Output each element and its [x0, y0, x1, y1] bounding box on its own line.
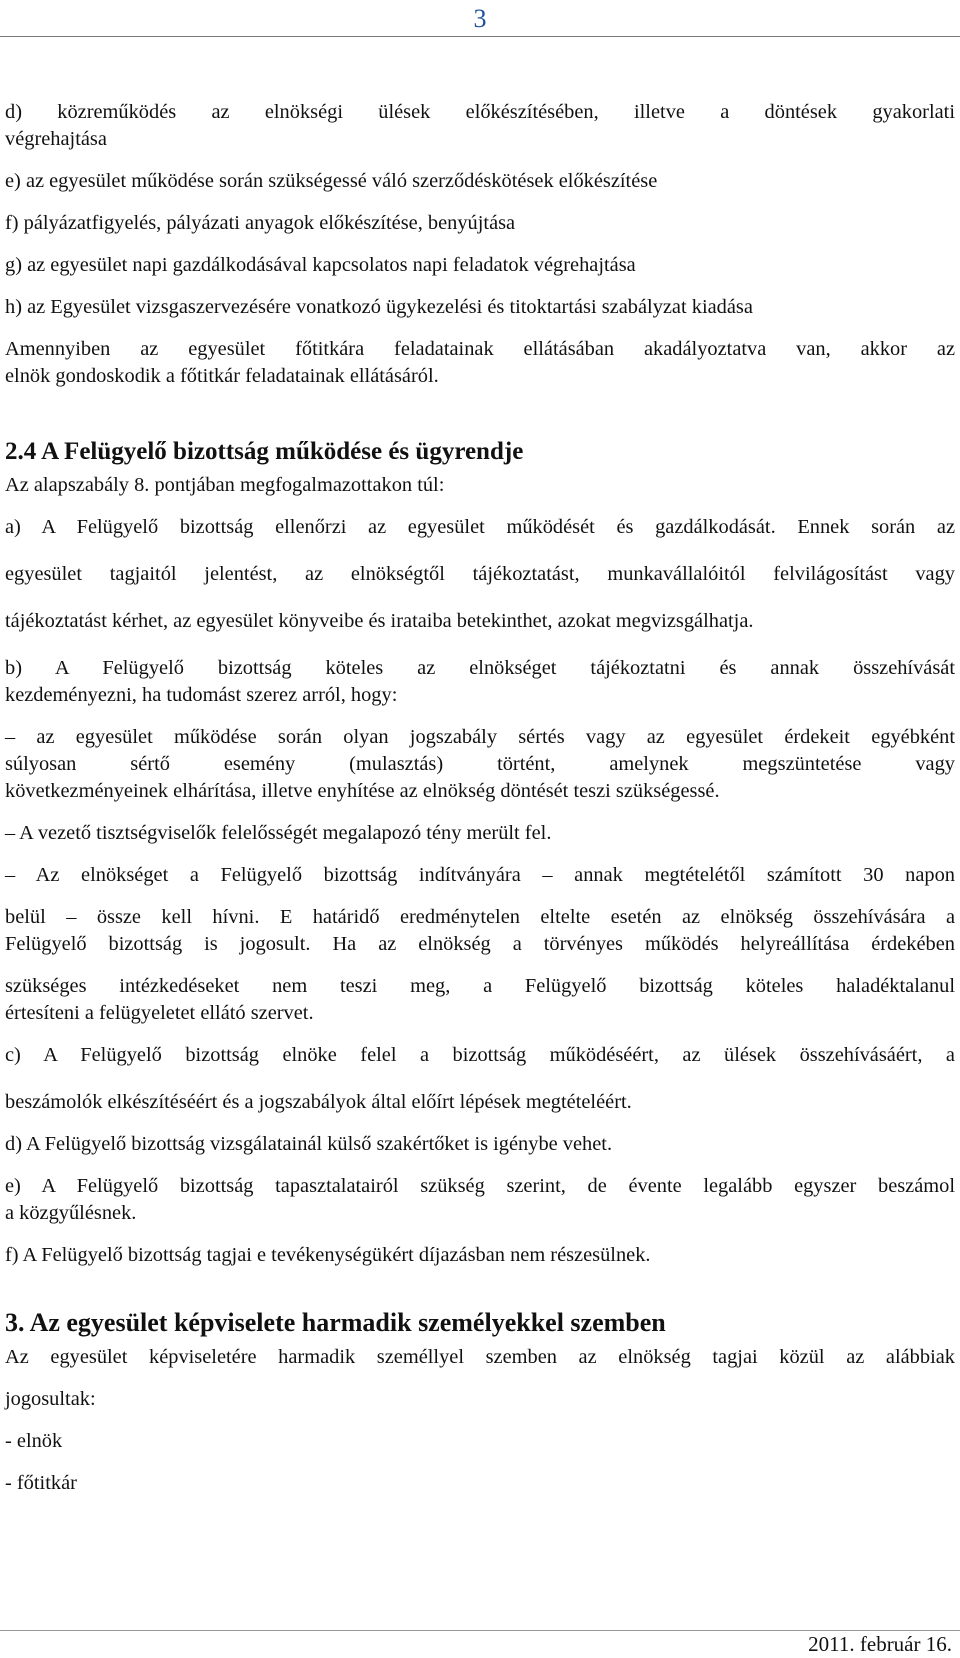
item-f-paragraph: f) A Felügyelő bizottság tagjai e tevékenységükért díjazásban nem részesülnek.: [5, 1244, 651, 1266]
footer-rule: [0, 1630, 960, 1631]
text-line: értesíteni a felügyeletet ellátó szervet.: [5, 1002, 314, 1024]
list-item-elnok: - elnök: [5, 1430, 63, 1452]
intro-paragraph: [5, 336, 955, 390]
section-heading-3: 3. Az egyesület képviselete harmadik személyekkel szemben: [5, 1308, 666, 1337]
footer-date: 2011. február 16.: [808, 1632, 952, 1656]
text-line: elnök gondoskodik a főtitkár feladatainak ellátásáról.: [5, 365, 439, 387]
text-line: beszámolók elkészítéséért és a jogszabályok által előírt lépések megtételéért.: [5, 1091, 632, 1113]
text-line: c) A Felügyelő bizottság elnöke felel a bizottság működéséért, az ülések összehívásáért, a: [5, 1044, 955, 1066]
text-line: Felügyelő bizottság is jogosult. Ha az elnökség a törvényes működés helyreállítása érdekében: [5, 933, 955, 955]
text-line: kezdeményezni, ha tudomást szerez arról, hogy:: [5, 684, 398, 706]
item-c-paragraph: [5, 1042, 955, 1116]
item-e-paragraph: [5, 1173, 955, 1227]
text-line: a) A Felügyelő bizottság ellenőrzi az egyesület működését és gazdálkodását. Ennek során az: [5, 516, 955, 538]
text-line: a közgyűlésnek.: [5, 1202, 137, 1224]
page-number: 3: [473, 4, 487, 33]
text-line: d) közreműködés az elnökségi ülések előkészítésében, illetve a döntések gyakorlati: [5, 101, 955, 123]
list-item-g: g) az egyesület napi gazdálkodásával kapcsolatos napi feladatok végrehajtása: [5, 254, 636, 276]
text-line: Az egyesület képviseletére harmadik személlyel szemben az elnökség tagjai közül az alábbiak: [5, 1346, 955, 1368]
text-line: súlyosan sértő esemény (mulasztás) történt, amelynek megszüntetése vagy: [5, 753, 955, 775]
text-line: Amennyiben az egyesület főtitkára feladatainak ellátásában akadályoztatva van, akkor az: [5, 338, 955, 360]
text-line: végrehajtása: [5, 128, 107, 150]
text-line: – Az elnökséget a Felügyelő bizottság indítványára – annak megtételétől számított 30 napon: [5, 864, 955, 886]
text-line: jogosultak:: [5, 1388, 96, 1410]
text-line: tájékoztatást kérhet, az egyesület könyveibe és irataiba betekinthet, azokat megvizsgálhatja.: [5, 610, 754, 632]
document-body: [5, 99, 955, 1497]
list-item-f: f) pályázatfigyelés, pályázati anyagok előkészítése, benyújtása: [5, 212, 516, 234]
list-item-h: h) az Egyesület vizsgaszervezésére vonatkozó ügykezelési és titoktartási szabályzat kiadása: [5, 296, 753, 318]
list-item-fotitkar: - főtitkár: [5, 1472, 77, 1494]
item-a-paragraph: [5, 514, 955, 635]
text-line: következményeinek elhárítása, illetve enyhítése az elnökség döntését teszi szükségessé.: [5, 780, 720, 802]
representation-paragraph: [5, 1344, 955, 1413]
text-line: szükséges intézkedéseket nem teszi meg, a Felügyelő bizottság köteles haladéktalanul: [5, 975, 955, 997]
text-line: e) A Felügyelő bizottság tapasztalatairól szükség szerint, de évente legalább egyszer beszámol: [5, 1175, 955, 1197]
text-line: belül – össze kell hívni. E határidő eredménytelen eltelte esetén az elnökség összehívására a: [5, 906, 955, 928]
dash-item-2: – A vezető tisztségviselők felelősségét megalapozó tény merült fel.: [5, 822, 552, 844]
list-item-e: e) az egyesület működése során szükségessé váló szerződéskötések előkészítése: [5, 170, 658, 192]
text-line: – az egyesület működése során olyan jogszabály sértés vagy az egyesület érdekeit egyébként: [5, 726, 955, 748]
section-heading-2-4: 2.4 A Felügyelő bizottság működése és ügyrendje: [5, 438, 524, 465]
list-item-d: [5, 99, 955, 153]
item-b-paragraph: [5, 655, 955, 709]
paragraph: Az alapszabály 8. pontjában megfogalmazottakon túl:: [5, 474, 445, 496]
dash-item-1: [5, 724, 955, 805]
item-d-paragraph: d) A Felügyelő bizottság vizsgálatainál külső szakértőket is igénybe vehet.: [5, 1133, 613, 1155]
text-line: b) A Felügyelő bizottság köteles az elnökséget tájékoztatni és annak összehívását: [5, 657, 955, 679]
header-rule: [0, 36, 960, 37]
text-line: egyesület tagjaitól jelentést, az elnökségtől tájékoztatást, munkavállalóitól felvilágosítást vagy: [5, 563, 955, 585]
dash-item-3: [5, 862, 955, 1027]
